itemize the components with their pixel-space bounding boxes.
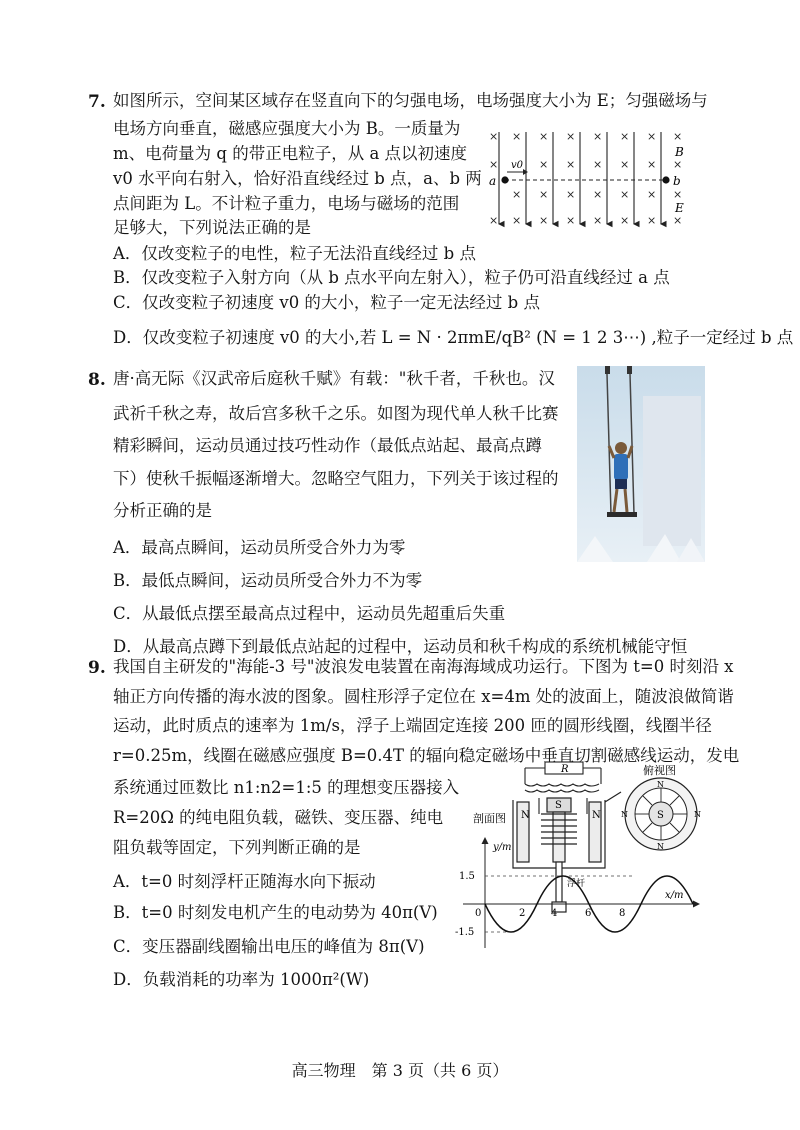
option-b: B．仅改变粒子入射方向（从 b 点水平向左射入），粒子仍可沿直线经过 a 点 bbox=[113, 268, 670, 287]
question-number: 9. bbox=[88, 658, 106, 678]
question-text-line: 点间距为 L。不计粒子重力，电场与磁场的范围 bbox=[113, 194, 460, 213]
xtick-0: 0 bbox=[475, 908, 482, 919]
label-b: b bbox=[673, 174, 681, 188]
question-text-line: 足够大，下列说法正确的是 bbox=[113, 218, 311, 237]
question-text-line: 如图所示，空间某区域存在竖直向下的匀强电场，电场强度大小为 E；匀强磁场与 bbox=[113, 91, 708, 110]
option-d: D．负载消耗的功率为 1000π²(W) bbox=[113, 970, 370, 989]
question-text-line: 运动，此时质点的速率为 1m/s，浮子上端固定连接 200 匝的圆形线圈，线圈半径 bbox=[113, 716, 712, 735]
svg-text:×: × bbox=[620, 158, 630, 171]
xtick-8: 8 bbox=[619, 908, 626, 919]
svg-text:×: × bbox=[673, 188, 683, 201]
option-b: B．最低点瞬间，运动员所受合外力不为零 bbox=[113, 571, 423, 590]
svg-text:×: × bbox=[489, 130, 499, 143]
label-float-rod: 浮杆 bbox=[567, 879, 586, 889]
question-text-line: 系统通过匝数比 n1:n2=1:5 的理想变压器接入 bbox=[113, 778, 460, 797]
question-text-line: R=20Ω 的纯电阻负载，磁铁、变压器、纯电 bbox=[113, 808, 444, 827]
label-E: E bbox=[675, 201, 684, 215]
option-d: D．从最高点蹲下到最低点站起的过程中，运动员和秋千构成的系统机械能守恒 bbox=[113, 637, 688, 656]
svg-text:×: × bbox=[647, 158, 657, 171]
wave-graph bbox=[463, 838, 699, 948]
label-section: 剖面图 bbox=[473, 812, 506, 825]
svg-text:×: × bbox=[647, 130, 657, 143]
svg-text:×: × bbox=[539, 158, 549, 171]
question-text-line: 轴正方向传播的海水波的图象。圆柱形浮子定位在 x=4m 处的波面上，随波浪做简谐 bbox=[113, 687, 734, 706]
svg-text:×: × bbox=[673, 158, 683, 171]
option-d: D．仅改变粒子初速度 v0 的大小,若 L = N · 2πmE/qB² (N = 1 2 3⋯) ,粒子一定经过 b 点 bbox=[113, 328, 794, 347]
label-B: B bbox=[675, 145, 684, 159]
point-b bbox=[662, 176, 669, 183]
svg-text:×: × bbox=[512, 214, 522, 227]
svg-text:×: × bbox=[539, 130, 549, 143]
svg-text:×: × bbox=[593, 130, 603, 143]
svg-text:×: × bbox=[489, 158, 499, 171]
label-N-top-left: N bbox=[621, 810, 628, 819]
svg-text:×: × bbox=[593, 188, 603, 201]
label-S-top: S bbox=[657, 810, 664, 821]
option-b: B．t=0 时刻发电机产生的电动势为 40π(V) bbox=[113, 903, 438, 922]
svg-text:×: × bbox=[539, 188, 549, 201]
y-axis-label: y/m bbox=[493, 842, 512, 853]
question-text-line: v0 水平向右射入，恰好沿直线经过 b 点，a、b 两 bbox=[113, 169, 482, 188]
question-number: 8. bbox=[88, 370, 106, 390]
svg-text:×: × bbox=[566, 188, 576, 201]
svg-text:×: × bbox=[593, 158, 603, 171]
ytick-positive: 1.5 bbox=[459, 871, 475, 882]
svg-text:×: × bbox=[566, 158, 576, 171]
svg-text:×: × bbox=[566, 130, 576, 143]
label-N-top-right: N bbox=[694, 810, 701, 819]
svg-text:×: × bbox=[647, 188, 657, 201]
xtick-2: 2 bbox=[519, 908, 526, 919]
option-a: A．仅改变粒子的电性，粒子无法沿直线经过 b 点 bbox=[113, 244, 476, 263]
svg-text:×: × bbox=[620, 188, 630, 201]
field-diagram bbox=[485, 128, 690, 230]
svg-text:×: × bbox=[593, 214, 603, 227]
label-N-top-up: N bbox=[657, 780, 664, 789]
magnetic-field-crosses bbox=[489, 130, 682, 227]
svg-text:×: × bbox=[539, 214, 549, 227]
ytick-negative: -1.5 bbox=[455, 927, 475, 938]
xtick-6: 6 bbox=[585, 908, 592, 919]
question-text-line: 下）使秋千振幅逐渐增大。忽略空气阻力，下列关于该过程的 bbox=[113, 469, 559, 488]
electric-field-lines bbox=[499, 132, 661, 224]
generator-wave-diagram bbox=[455, 758, 705, 953]
label-N-top-down: N bbox=[657, 842, 664, 851]
svg-text:×: × bbox=[673, 130, 683, 143]
svg-text:×: × bbox=[512, 188, 522, 201]
svg-text:×: × bbox=[512, 130, 522, 143]
option-c: C．变压器副线圈输出电压的峰值为 8π(V) bbox=[113, 937, 425, 956]
question-text-line: 阻负载等固定，下列判断正确的是 bbox=[113, 838, 361, 857]
label-top: 俯视图 bbox=[643, 764, 676, 777]
point-a bbox=[501, 176, 508, 183]
question-text-line: 我国自主研发的"海能-3 号"波浪发电装置在南海海域成功运行。下图为 t=0 时刻沿 x bbox=[113, 657, 734, 676]
xtick-4: 4 bbox=[551, 908, 558, 919]
svg-text:×: × bbox=[566, 214, 576, 227]
option-a: A．t=0 时刻浮杆正随海水向下振动 bbox=[113, 872, 376, 891]
svg-text:×: × bbox=[620, 130, 630, 143]
svg-text:×: × bbox=[647, 214, 657, 227]
swing-photo bbox=[577, 366, 705, 562]
option-c: C．从最低点摆至最高点过程中，运动员先超重后失重 bbox=[113, 604, 506, 623]
option-a: A．最高点瞬间，运动员所受合外力为零 bbox=[113, 538, 406, 557]
label-R: R bbox=[561, 764, 569, 775]
question-text-line: 精彩瞬间，运动员通过技巧性动作（最低点站起、最高点蹲 bbox=[113, 436, 542, 455]
label-a: a bbox=[489, 174, 497, 188]
label-N-right: N bbox=[592, 810, 601, 821]
svg-text:×: × bbox=[489, 214, 499, 227]
svg-text:×: × bbox=[620, 214, 630, 227]
question-text-line: r=0.25m，线圈在磁感应强度 B=0.4T 的辐向稳定磁场中垂直切割磁感线运动，发电 bbox=[113, 746, 740, 765]
page-footer: 高三物理 第 3 页（共 6 页） bbox=[291, 1061, 509, 1080]
label-v0: v0 bbox=[511, 160, 524, 171]
option-c: C．仅改变粒子初速度 v0 的大小，粒子一定无法经过 b 点 bbox=[113, 293, 540, 312]
question-text-line: m、电荷量为 q 的带正电粒子，从 a 点以初速度 bbox=[113, 144, 468, 163]
question-text-line: 电场方向垂直，磁感应强度大小为 B。一质量为 bbox=[113, 119, 461, 138]
label-N-left: N bbox=[521, 810, 530, 821]
label-S-center: S bbox=[555, 800, 562, 811]
question-text-line: 唐·高无际《汉武帝后庭秋千赋》有载："秋千者，千秋也。汉 bbox=[113, 369, 555, 388]
question-text-line: 武祈千秋之寿，故后宫多秋千之乐。如图为现代单人秋千比赛 bbox=[113, 404, 559, 423]
question-number: 7. bbox=[88, 92, 106, 112]
question-text-line: 分析正确的是 bbox=[113, 501, 212, 520]
svg-text:×: × bbox=[673, 214, 683, 227]
x-axis-label: x/m bbox=[665, 890, 684, 901]
